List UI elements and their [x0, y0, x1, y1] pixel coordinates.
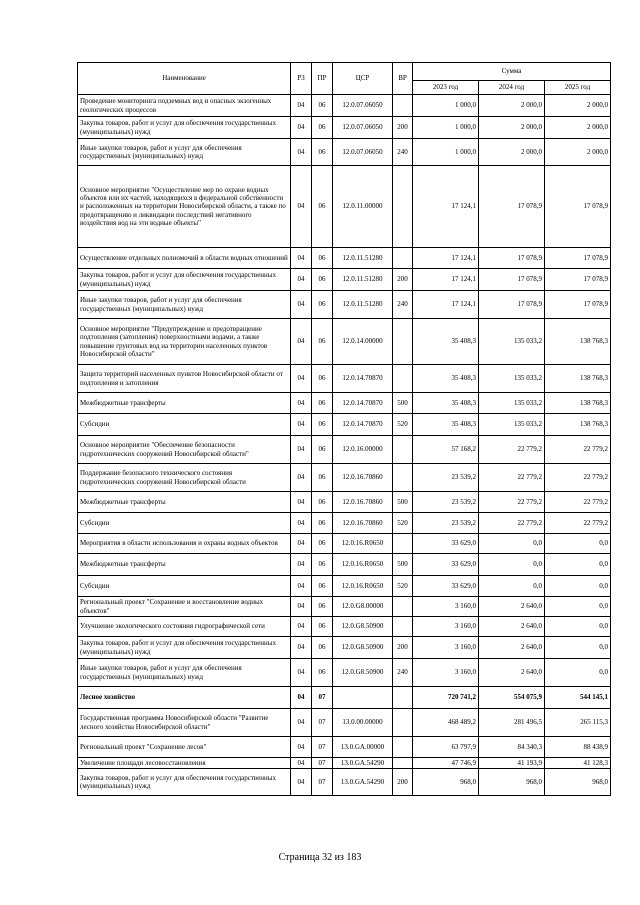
row-2025: 17 078,9 — [545, 269, 611, 291]
row-name: Проведение мониторинга подземных вод и опасных экзогенных геологических процессов — [78, 95, 291, 117]
row-name: Межбюджетные трансферты — [78, 393, 291, 414]
row-vr — [393, 737, 413, 758]
row-csr: 13.0.GA.00000 — [333, 737, 393, 758]
row-vr — [393, 597, 413, 617]
row-pr: 06 — [312, 576, 333, 597]
row-name: Поддержание безопасного технического состояния гидротехнических сооружений Новосибирской области — [78, 464, 291, 492]
table-row — [78, 597, 611, 617]
row-rz: 04 — [291, 534, 312, 554]
table-row — [78, 269, 611, 291]
row-rz: 04 — [291, 617, 312, 637]
row-2024: 41 193,9 — [479, 758, 545, 769]
row-2024: 17 078,9 — [479, 166, 545, 248]
header-pr: ПР — [312, 63, 333, 95]
row-2025: 138 768,3 — [545, 319, 611, 365]
row-2024: 554 075,9 — [479, 687, 545, 709]
row-csr: 12.0.14.70870 — [333, 414, 393, 436]
row-name: Субсидии — [78, 576, 291, 597]
row-csr: 12.0.14.70870 — [333, 393, 393, 414]
table-row — [78, 291, 611, 319]
row-pr: 06 — [312, 166, 333, 248]
row-2023: 968,0 — [413, 769, 479, 796]
table-row — [78, 436, 611, 464]
row-csr — [333, 687, 393, 709]
row-vr — [393, 166, 413, 248]
row-rz: 04 — [291, 269, 312, 291]
row-vr — [393, 436, 413, 464]
row-name: Закупка товаров, работ и услуг для обеспечения государственных (муниципальных) нужд — [78, 769, 291, 796]
row-pr: 06 — [312, 365, 333, 393]
row-2025: 22 779,2 — [545, 492, 611, 513]
row-rz: 04 — [291, 248, 312, 269]
row-csr: 12.0.16.70860 — [333, 492, 393, 513]
table-row — [78, 492, 611, 513]
row-2023: 33 629,0 — [413, 534, 479, 554]
row-pr: 06 — [312, 597, 333, 617]
row-2024: 2 000,0 — [479, 117, 545, 139]
row-vr: 240 — [393, 139, 413, 166]
row-2024: 22 779,2 — [479, 513, 545, 534]
row-rz: 04 — [291, 492, 312, 513]
row-name: Субсидии — [78, 414, 291, 436]
row-csr: 12.0.14.70870 — [333, 365, 393, 393]
row-vr: 200 — [393, 637, 413, 659]
row-2024: 2 000,0 — [479, 139, 545, 166]
row-2023: 3 160,0 — [413, 659, 479, 687]
row-2024: 968,0 — [479, 769, 545, 796]
row-name: Увеличение площади лесовосстановления — [78, 758, 291, 769]
header-rz: РЗ — [291, 63, 312, 95]
table-row — [78, 117, 611, 139]
row-2025: 17 078,9 — [545, 166, 611, 248]
row-name: Улучшение экологического состояния гидрографической сети — [78, 617, 291, 637]
row-vr — [393, 758, 413, 769]
budget-table — [77, 62, 611, 796]
row-name: Основное мероприятие "Обеспечение безопасности гидротехнических сооружений Новосибирской области" — [78, 436, 291, 464]
row-2023: 17 124,1 — [413, 291, 479, 319]
row-pr: 07 — [312, 769, 333, 796]
row-csr: 12.0.16.R0650 — [333, 534, 393, 554]
row-vr — [393, 687, 413, 709]
row-2023: 23 539,2 — [413, 464, 479, 492]
row-vr — [393, 95, 413, 117]
row-2025: 0,0 — [545, 534, 611, 554]
table-row — [78, 576, 611, 597]
row-name: Закупка товаров, работ и услуг для обеспечения государственных (муниципальных) нужд — [78, 637, 291, 659]
row-pr: 06 — [312, 659, 333, 687]
row-2025: 17 078,9 — [545, 291, 611, 319]
row-csr: 12.0.G8.00000 — [333, 597, 393, 617]
row-2023: 33 629,0 — [413, 554, 479, 576]
row-csr: 12.0.G8.50900 — [333, 659, 393, 687]
row-name: Основное мероприятие "Предупреждение и предотвращение подтопления (затопления) поверхностными водами, а также повышение грунтовых вод на территории населенных пунктов Новосибирской области" — [78, 319, 291, 365]
row-rz: 04 — [291, 769, 312, 796]
row-name: Основное мероприятие "Осуществление мер по охране водных объектов или их частей, находящихся в федеральной собственности и расположенных на территории Новосибирской области, а также по предотвращению и ликвидации последствий негативного воздействия вод на эти водные объекты" — [78, 166, 291, 248]
row-2024: 2 640,0 — [479, 659, 545, 687]
row-pr: 06 — [312, 492, 333, 513]
row-csr: 12.0.16.70860 — [333, 464, 393, 492]
row-rz: 04 — [291, 117, 312, 139]
header-sum: Сумма — [413, 63, 611, 81]
row-2025: 22 779,2 — [545, 513, 611, 534]
row-name: Защита территорий населенных пунктов Новосибирской области от подтопления и затопления — [78, 365, 291, 393]
row-2025: 138 768,3 — [545, 414, 611, 436]
row-csr: 13.0.GA.54290 — [333, 758, 393, 769]
table-row — [78, 687, 611, 709]
row-2023: 17 124,1 — [413, 248, 479, 269]
table-row — [78, 139, 611, 166]
table-row — [78, 554, 611, 576]
row-2024: 281 496,5 — [479, 709, 545, 737]
row-vr — [393, 248, 413, 269]
row-2024: 17 078,9 — [479, 291, 545, 319]
row-2025: 968,0 — [545, 769, 611, 796]
row-rz: 04 — [291, 291, 312, 319]
row-2024: 0,0 — [479, 576, 545, 597]
row-2025: 2 000,0 — [545, 139, 611, 166]
row-name: Лесное хозяйство — [78, 687, 291, 709]
row-2024: 2 640,0 — [479, 597, 545, 617]
row-2023: 47 746,9 — [413, 758, 479, 769]
row-pr: 06 — [312, 617, 333, 637]
table-row — [78, 709, 611, 737]
row-vr: 500 — [393, 492, 413, 513]
row-2025: 0,0 — [545, 597, 611, 617]
row-pr: 06 — [312, 248, 333, 269]
row-rz: 04 — [291, 365, 312, 393]
header-year-2025: 2025 год — [545, 81, 611, 95]
row-pr: 06 — [312, 139, 333, 166]
row-name: Региональный проект "Сохранение и восстановление водных объектов" — [78, 597, 291, 617]
row-csr: 12.0.11.00000 — [333, 166, 393, 248]
row-2025: 2 000,0 — [545, 95, 611, 117]
row-rz: 04 — [291, 414, 312, 436]
row-2024: 0,0 — [479, 554, 545, 576]
row-name: Иные закупки товаров, работ и услуг для обеспечения государственных (муниципальных) нужд — [78, 291, 291, 319]
row-csr: 12.0.G8.50900 — [333, 617, 393, 637]
header-vr: ВР — [393, 63, 413, 95]
row-csr: 13.0.GA.54290 — [333, 769, 393, 796]
row-2025: 265 115,3 — [545, 709, 611, 737]
row-csr: 12.0.16.00000 — [333, 436, 393, 464]
row-csr: 12.0.07.06050 — [333, 95, 393, 117]
row-rz: 04 — [291, 319, 312, 365]
row-pr: 07 — [312, 737, 333, 758]
row-2025: 0,0 — [545, 576, 611, 597]
row-pr: 06 — [312, 414, 333, 436]
row-name: Иные закупки товаров, работ и услуг для обеспечения государственных (муниципальных) нужд — [78, 659, 291, 687]
header-year-2023: 2023 год — [413, 81, 479, 95]
row-rz: 04 — [291, 95, 312, 117]
row-2023: 35 408,3 — [413, 414, 479, 436]
table-row — [78, 534, 611, 554]
row-csr: 12.0.11.51280 — [333, 248, 393, 269]
row-2025: 138 768,3 — [545, 393, 611, 414]
row-csr: 12.0.07.06050 — [333, 139, 393, 166]
row-2025: 17 078,9 — [545, 248, 611, 269]
row-rz: 04 — [291, 464, 312, 492]
table-row — [78, 248, 611, 269]
row-2024: 135 033,2 — [479, 365, 545, 393]
row-rz: 04 — [291, 576, 312, 597]
table-row — [78, 393, 611, 414]
row-csr: 13.0.00.00000 — [333, 709, 393, 737]
row-2025: 138 768,3 — [545, 365, 611, 393]
row-pr: 06 — [312, 513, 333, 534]
row-csr: 12.0.11.51280 — [333, 269, 393, 291]
row-2023: 1 000,0 — [413, 95, 479, 117]
row-2023: 35 408,3 — [413, 393, 479, 414]
header-csr: ЦСР — [333, 63, 393, 95]
page-footer: Страница 32 из 183 — [278, 852, 362, 863]
row-2024: 135 033,2 — [479, 393, 545, 414]
row-2023: 3 160,0 — [413, 597, 479, 617]
row-name: Закупка товаров, работ и услуг для обеспечения государственных (муниципальных) нужд — [78, 117, 291, 139]
row-rz: 04 — [291, 436, 312, 464]
table-row — [78, 414, 611, 436]
row-csr: 12.0.16.70860 — [333, 513, 393, 534]
row-csr: 12.0.16.R0650 — [333, 554, 393, 576]
row-pr: 06 — [312, 436, 333, 464]
row-vr: 520 — [393, 513, 413, 534]
row-rz: 04 — [291, 597, 312, 617]
row-name: Государственная программа Новосибирской области "Развитие лесного хозяйства Новосибирской области" — [78, 709, 291, 737]
row-pr: 07 — [312, 687, 333, 709]
row-vr — [393, 617, 413, 637]
row-2025: 2 000,0 — [545, 117, 611, 139]
table-row — [78, 659, 611, 687]
row-rz: 04 — [291, 393, 312, 414]
row-rz: 04 — [291, 709, 312, 737]
row-vr — [393, 464, 413, 492]
row-name: Межбюджетные трансферты — [78, 492, 291, 513]
row-2025: 544 145,1 — [545, 687, 611, 709]
row-2024: 22 779,2 — [479, 436, 545, 464]
row-2024: 2 000,0 — [479, 95, 545, 117]
row-rz: 04 — [291, 513, 312, 534]
row-name: Региональный проект "Сохранение лесов" — [78, 737, 291, 758]
row-name: Закупка товаров, работ и услуг для обеспечения государственных (муниципальных) нужд — [78, 269, 291, 291]
row-vr: 200 — [393, 269, 413, 291]
row-rz: 04 — [291, 139, 312, 166]
row-name: Осуществление отдельных полномочий в области водных отношений — [78, 248, 291, 269]
row-2023: 468 489,2 — [413, 709, 479, 737]
row-csr: 12.0.G8.50900 — [333, 637, 393, 659]
row-2024: 2 640,0 — [479, 617, 545, 637]
row-name: Иные закупки товаров, работ и услуг для обеспечения государственных (муниципальных) нужд — [78, 139, 291, 166]
row-2024: 135 033,2 — [479, 319, 545, 365]
row-rz: 04 — [291, 166, 312, 248]
table-row — [78, 166, 611, 248]
row-2023: 35 408,3 — [413, 365, 479, 393]
row-2024: 22 779,2 — [479, 464, 545, 492]
row-2025: 41 128,3 — [545, 758, 611, 769]
row-2023: 17 124,1 — [413, 269, 479, 291]
table-row — [78, 769, 611, 796]
row-2023: 63 797,9 — [413, 737, 479, 758]
row-vr: 200 — [393, 769, 413, 796]
header-name: Наименование — [78, 63, 291, 95]
row-2023: 33 629,0 — [413, 576, 479, 597]
row-rz: 04 — [291, 737, 312, 758]
row-2024: 17 078,9 — [479, 269, 545, 291]
row-pr: 06 — [312, 393, 333, 414]
row-pr: 06 — [312, 637, 333, 659]
row-2025: 0,0 — [545, 554, 611, 576]
row-csr: 12.0.14.00000 — [333, 319, 393, 365]
row-2023: 57 168,2 — [413, 436, 479, 464]
row-vr: 520 — [393, 414, 413, 436]
row-2025: 0,0 — [545, 637, 611, 659]
row-2025: 0,0 — [545, 659, 611, 687]
row-csr: 12.0.11.51280 — [333, 291, 393, 319]
row-vr — [393, 365, 413, 393]
row-2023: 23 539,2 — [413, 513, 479, 534]
row-pr: 06 — [312, 319, 333, 365]
row-2024: 22 779,2 — [479, 492, 545, 513]
row-2025: 22 779,2 — [545, 464, 611, 492]
row-pr: 06 — [312, 554, 333, 576]
row-pr: 06 — [312, 117, 333, 139]
table-row — [78, 464, 611, 492]
row-2025: 0,0 — [545, 617, 611, 637]
table-row — [78, 617, 611, 637]
row-pr: 06 — [312, 95, 333, 117]
table-row — [78, 758, 611, 769]
table-row — [78, 95, 611, 117]
row-2025: 88 438,9 — [545, 737, 611, 758]
row-rz: 04 — [291, 687, 312, 709]
row-csr: 12.0.07.06050 — [333, 117, 393, 139]
row-rz: 04 — [291, 659, 312, 687]
row-2023: 17 124,1 — [413, 166, 479, 248]
row-rz: 04 — [291, 637, 312, 659]
table-row — [78, 637, 611, 659]
table-row — [78, 365, 611, 393]
row-pr: 06 — [312, 269, 333, 291]
row-2023: 23 539,2 — [413, 492, 479, 513]
row-2024: 0,0 — [479, 534, 545, 554]
row-2024: 84 340,3 — [479, 737, 545, 758]
row-2024: 2 640,0 — [479, 637, 545, 659]
row-2023: 1 000,0 — [413, 117, 479, 139]
row-vr: 240 — [393, 291, 413, 319]
header-year-2024: 2024 год — [479, 81, 545, 95]
row-vr: 520 — [393, 576, 413, 597]
row-name: Мероприятия в области использования и охраны водных объектов — [78, 534, 291, 554]
row-pr: 06 — [312, 534, 333, 554]
row-2023: 1 000,0 — [413, 139, 479, 166]
row-pr: 07 — [312, 758, 333, 769]
row-2023: 3 160,0 — [413, 617, 479, 637]
row-pr: 07 — [312, 709, 333, 737]
row-rz: 04 — [291, 758, 312, 769]
row-rz: 04 — [291, 554, 312, 576]
row-vr: 200 — [393, 117, 413, 139]
row-2024: 135 033,2 — [479, 414, 545, 436]
row-vr: 240 — [393, 659, 413, 687]
row-csr: 12.0.16.R0650 — [333, 576, 393, 597]
row-pr: 06 — [312, 291, 333, 319]
table-body — [78, 95, 611, 796]
row-vr — [393, 319, 413, 365]
row-vr — [393, 534, 413, 554]
table-row — [78, 737, 611, 758]
row-name: Межбюджетные трансферты — [78, 554, 291, 576]
row-name: Субсидии — [78, 513, 291, 534]
table-row — [78, 319, 611, 365]
row-2024: 17 078,9 — [479, 248, 545, 269]
row-2025: 22 779,2 — [545, 436, 611, 464]
row-pr: 06 — [312, 464, 333, 492]
row-2023: 35 408,3 — [413, 319, 479, 365]
table-row — [78, 513, 611, 534]
row-2023: 720 741,2 — [413, 687, 479, 709]
row-vr: 500 — [393, 554, 413, 576]
row-vr — [393, 709, 413, 737]
row-2023: 3 160,0 — [413, 637, 479, 659]
row-vr: 500 — [393, 393, 413, 414]
